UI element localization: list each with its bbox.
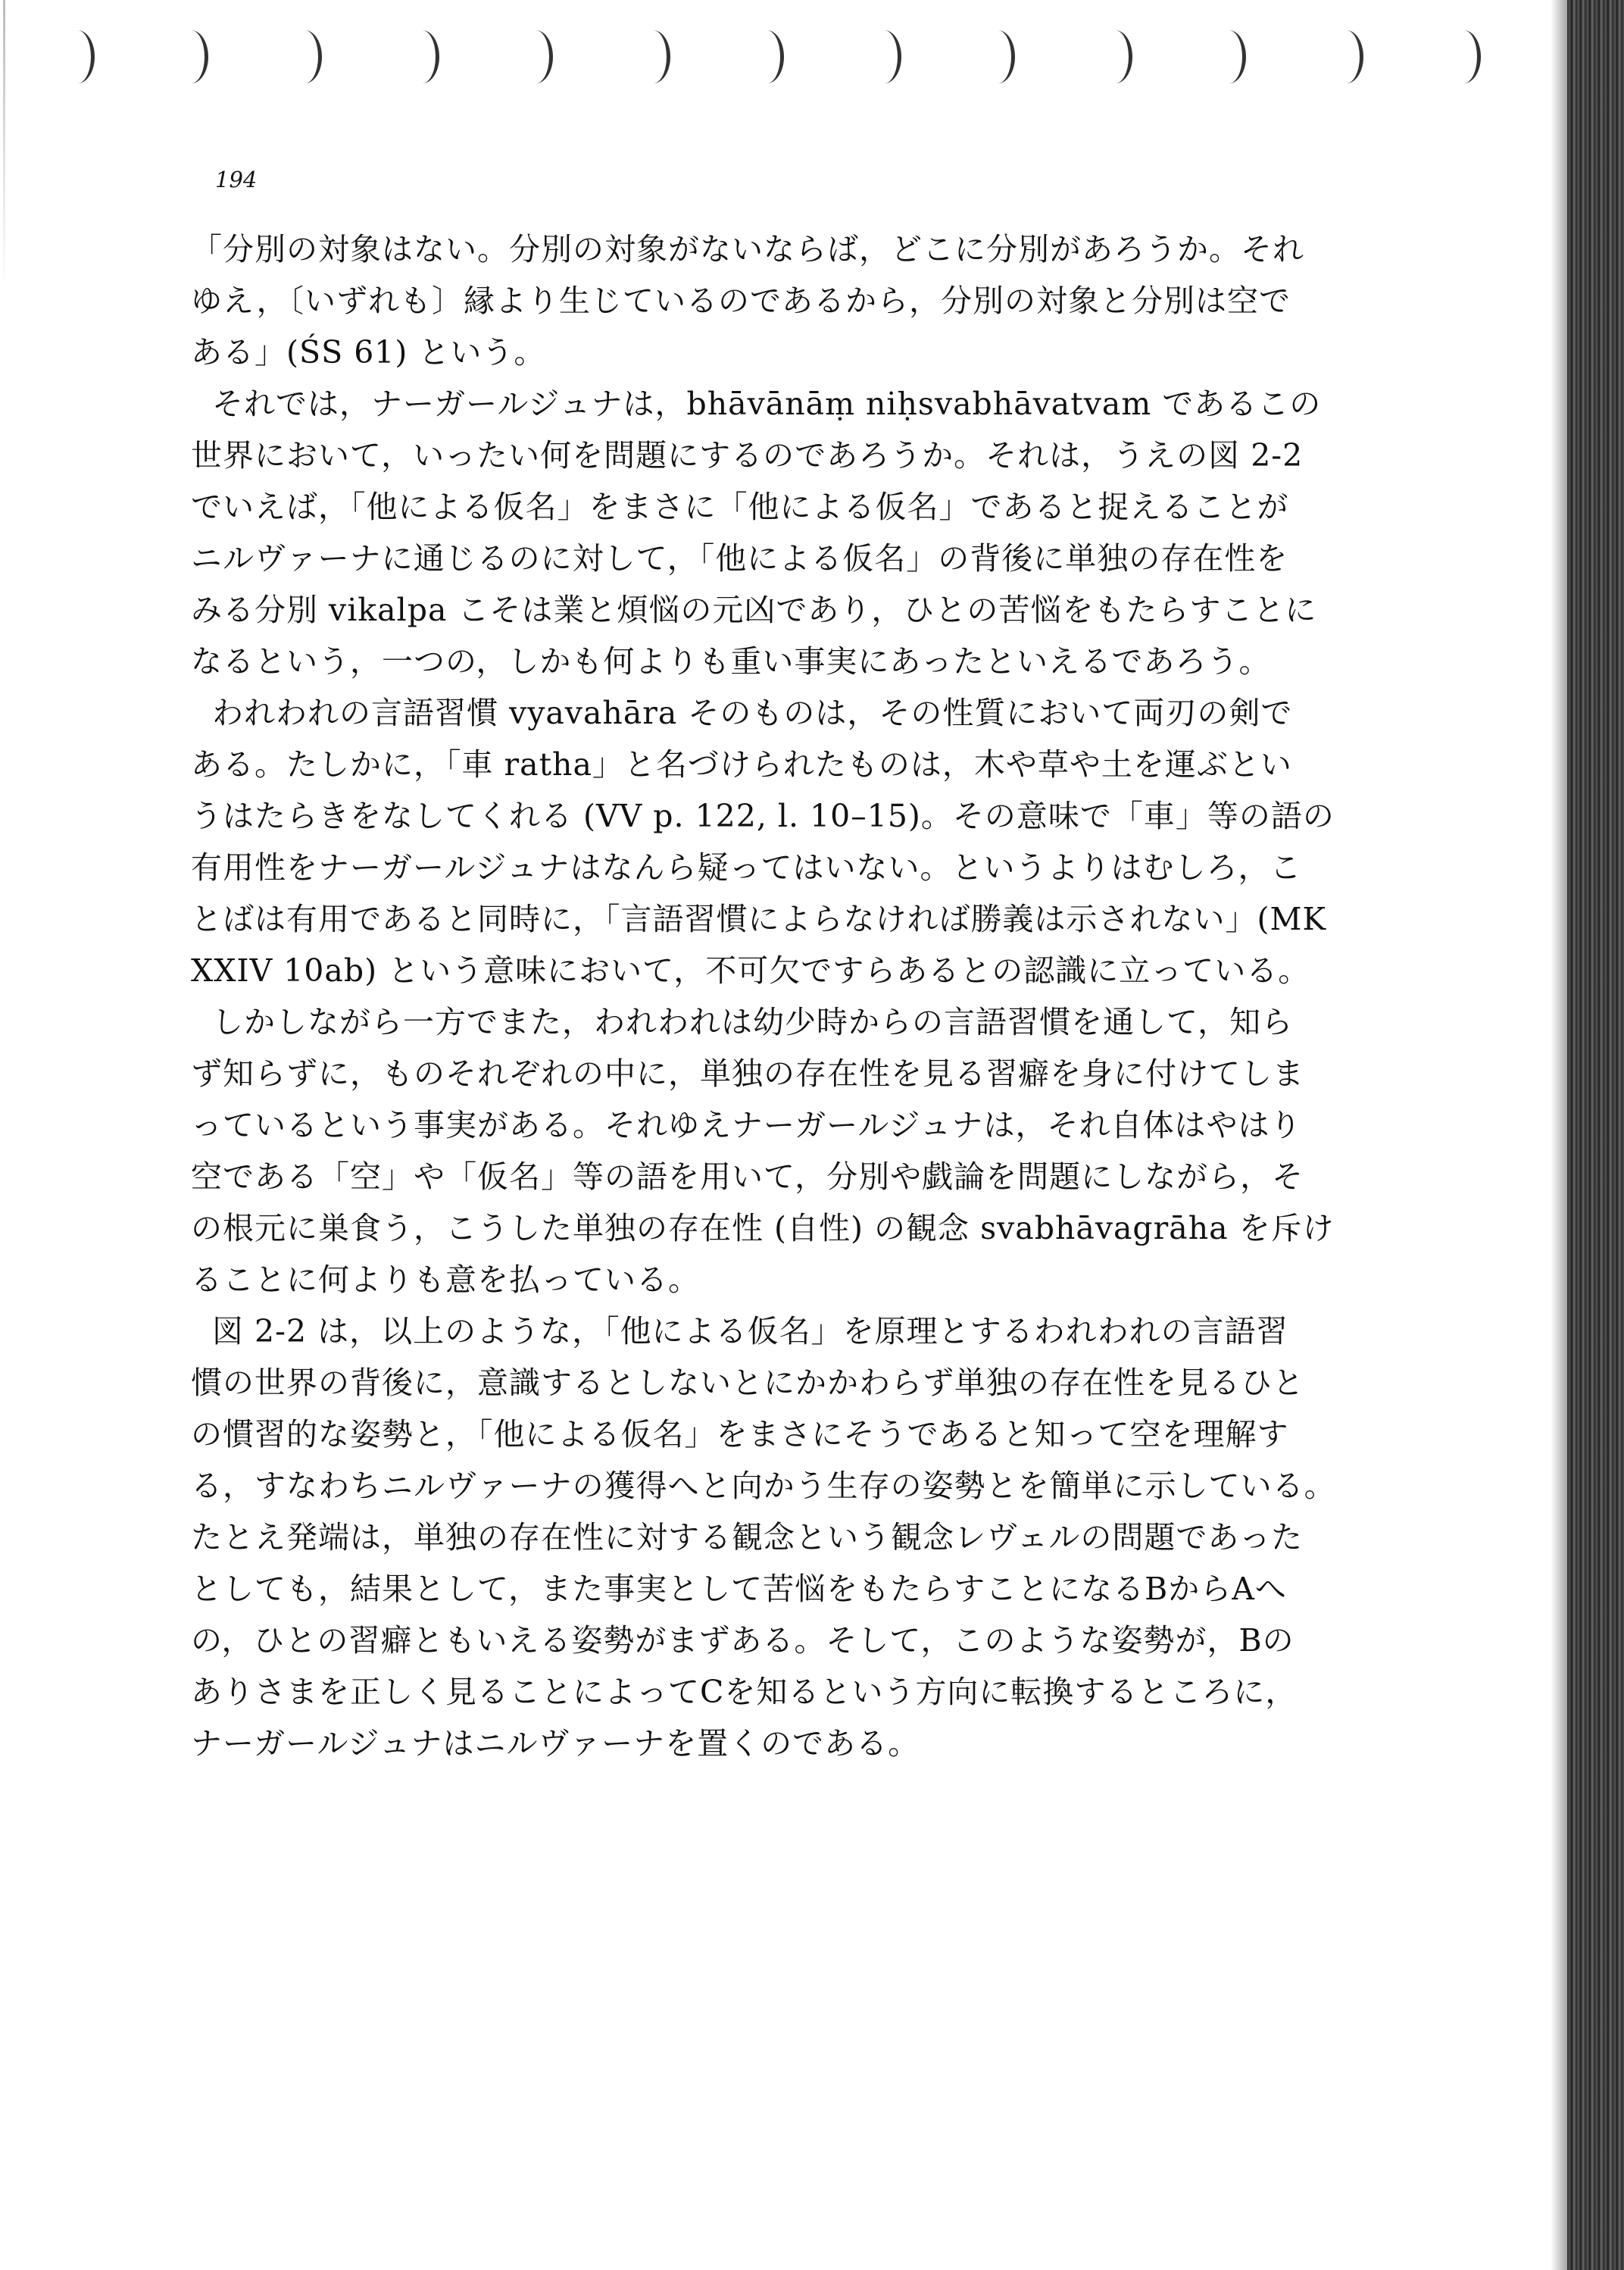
text-line: とばは有用であると同時に，「言語習慣によらなければ勝義は示されない」(MK: [191, 901, 1327, 937]
text-line: みる分別 vikalpa こそは業と煩悩の元凶であり，ひとの苦悩をもたらすことに: [191, 592, 1317, 628]
body-text: [191, 224, 1441, 1769]
binding-ring: [750, 30, 784, 83]
text-line: しかしながら一方でまた，われわれは幼少時からの言語習慣を通して，知ら: [212, 1004, 1294, 1040]
binding-ring: [981, 30, 1015, 83]
text-line: 有用性をナーガールジュナはなんら疑ってはいない。というよりはむしろ，こ: [191, 849, 1302, 886]
text-line: なるという，一つの，しかも何よりも重い事実にあったといえるであろう。: [191, 643, 1271, 680]
text-line: の，ひとの習癖ともいえる姿勢がまずある。そして，このような姿勢が，Bの: [191, 1622, 1295, 1659]
binding-ring: [288, 30, 322, 83]
binding-ring: [61, 30, 95, 83]
text-line: としても，結果として，また事実として苦悩をもたらすことになるBからAへ: [191, 1571, 1287, 1607]
text-line: の根元に巣食う，こうした単独の存在性 (自性) の観念 svabhāvagrāha を斥け: [191, 1210, 1335, 1246]
text-line: ナーガールジュナはニルヴァーナを置くのである。: [191, 1725, 920, 1762]
text-line: ゆえ，〔いずれも〕縁より生じているのであるから，分別の対象と分別は空で: [191, 283, 1291, 319]
binding-ring: [1098, 30, 1132, 83]
text-line: でいえば，「他による仮名」をまさに「他による仮名」であると捉えることが: [191, 489, 1289, 525]
text-line: ありさまを正しく見ることによってCを知るという方向に転換するところに，: [191, 1674, 1298, 1710]
text-line: それでは，ナーガールジュナは，bhāvānāṃ niḥsvabhāvatvam であるこの: [212, 386, 1322, 422]
text-line: ず知らずに，ものそれぞれの中に，単独の存在性を見る習癖を身に付けてしま: [191, 1055, 1304, 1092]
binding-ring: [1447, 30, 1481, 83]
text-line: ニルヴァーナに通じるのに対して，「他による仮名」の背後に単独の存在性を: [191, 540, 1288, 577]
page-number: 194: [215, 167, 258, 192]
binding-ring: [174, 30, 208, 83]
binding-ring: [636, 30, 670, 83]
binding-ring: [1329, 30, 1363, 83]
text-line: ある。たしかに，「車 ratha」と名づけられたものは，木や草や土を運ぶとい: [191, 746, 1292, 783]
text-line: の慣習的な姿勢と，「他による仮名」をまさにそうであると知って空を理解す: [191, 1416, 1289, 1452]
text-line: 図 2-2 は，以上のような，「他による仮名」を原理とするわれわれの言語習: [212, 1313, 1288, 1349]
text-line: XXIV 10ab) という意味において，不可欠ですらあるとの認識に立っている。: [191, 952, 1310, 989]
text-line: 「分別の対象はない。分別の対象がないならば，どこに分別があろうか。それ: [191, 231, 1304, 267]
scan-left-line: [3, 0, 5, 288]
text-line: 慣の世界の背後に，意識するとしないとにかかわらず単独の存在性を見るひと: [191, 1365, 1304, 1401]
binding-ring: [519, 30, 553, 83]
text-line: っているという事実がある。それゆえナーガールジュナは，それ自体はやはり: [191, 1107, 1302, 1143]
scan-edge-shadow: [1567, 0, 1624, 2270]
binding-ring: [867, 30, 901, 83]
text-line: 空である「空」や「仮名」等の語を用いて，分別や戯論を問題にしながら，そ: [191, 1158, 1304, 1195]
text-line: うはたらきをなしてくれる (VV p. 122, l. 10–15)。その意味で「車」等の語の: [191, 798, 1335, 834]
binding-ring: [1212, 30, 1246, 83]
text-line: たとえ発端は，単独の存在性に対する観念という観念レヴェルの問題であった: [191, 1519, 1303, 1556]
text-line: 世界において，いったい何を問題にするのであろうか。それは，うえの図 2-2: [191, 437, 1304, 474]
text-line: ることに何よりも意を払っている。: [191, 1262, 700, 1298]
binding-ring: [405, 30, 439, 83]
text-line: ある」(ŚS 61) という。: [191, 334, 546, 371]
binding-rings: [61, 23, 1500, 91]
text-line: われわれの言語習慣 vyavahāra そのものは，その性質において両刃の剣で: [212, 695, 1293, 731]
text-line: る，すなわちニルヴァーナの獲得へと向かう生存の姿勢とを簡単に示している。: [191, 1468, 1336, 1504]
